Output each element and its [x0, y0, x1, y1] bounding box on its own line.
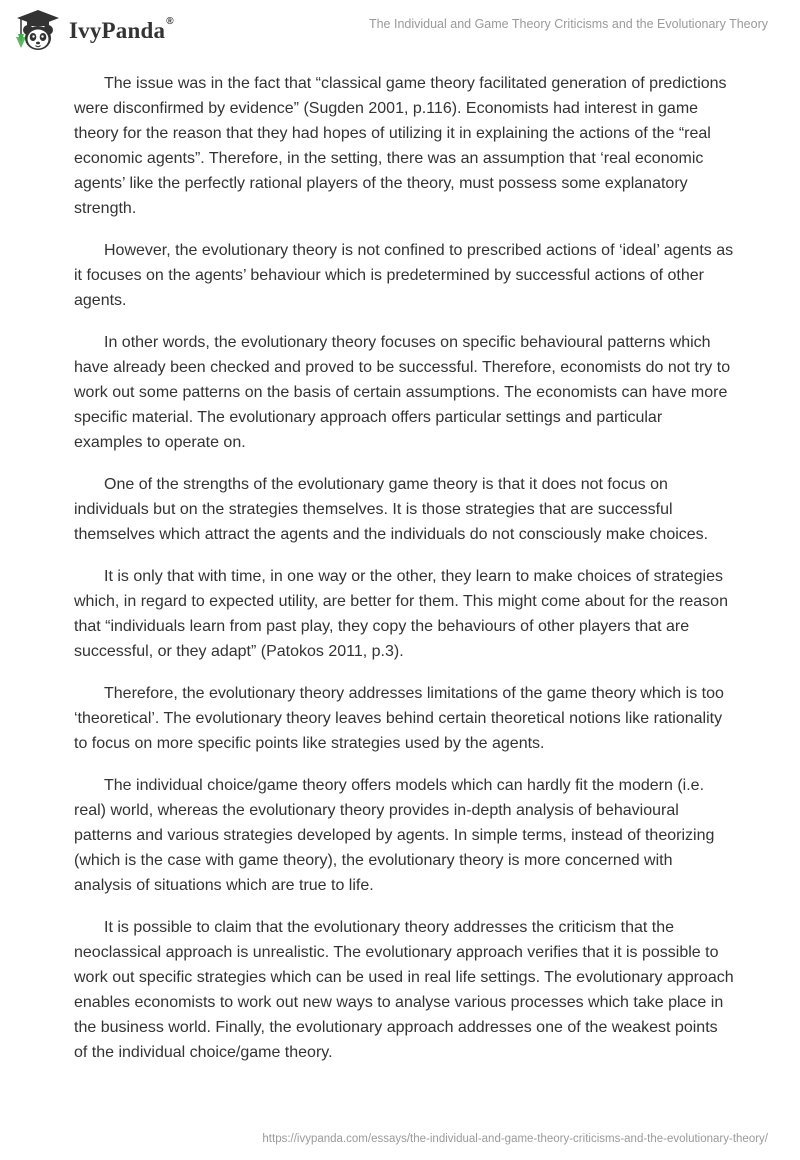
ivypanda-logo[interactable] — [15, 8, 174, 54]
paragraph: The individual choice/game theory offers models which can hardly fit the modern (i.e. real) world, whereas the evolutionary theory provides in-depth analysis of behavioural patterns and various strategies developed by agents. In simple terms, instead of theorizing (which is the case with game theory), the evolutionary theory is more concerned with analysis of situations which are true to life. — [74, 777, 715, 894]
paragraph: Therefore, the evolutionary theory addresses limitations of the game theory which is too ‘theoretical’. The evolutionary theory leaves behind certain theoretical notions like rationality to focus on more specific points like strategies used by the agents. — [74, 685, 724, 752]
paragraph: It is only that with time, in one way or the other, they learn to make choices of strategies which, in regard to expected utility, are better for them. This might come about for the reason that “individuals learn from past play, they copy the behaviours of other players that are successful, or they adapt” (Patokos 2011, p.3). — [74, 568, 728, 660]
paragraph: It is possible to claim that the evolutionary theory addresses the criticism that the neoclassical approach is unrealistic. The evolutionary approach verifies that it is possible to work out specific strategies which can be used in real life settings. The evolutionary approach enables economists to work out new ways to analyse various processes which take place in the business world. Finally, the evolutionary approach addresses one of the weakest points of the individual choice/game theory. — [74, 919, 734, 1061]
document-title: The Individual and Game Theory Criticisms and the Evolutionary Theory — [368, 17, 768, 31]
essay-body — [74, 71, 734, 1082]
paragraph: In other words, the evolutionary theory focuses on specific behavioural patterns which have already been checked and proved to be successful. Therefore, economists do not try to work out some patterns on the basis of certain assumptions. The economists can have more specific material. The evolutionary approach offers particular settings and particular examples to operate on. — [74, 334, 731, 451]
paragraph: One of the strengths of the evolutionary game theory is that it does not focus on individuals but on the strategies themselves. It is those strategies that are successful themselves which attract the agents and the individuals do not consciously make choices. — [74, 476, 709, 543]
source-url[interactable]: https://ivypanda.com/essays/the-individual-and-game-theory-criticisms-and-the-evolutionary-theory/ — [262, 1133, 768, 1145]
paragraph: The issue was in the fact that “classical game theory facilitated generation of predictions were disconfirmed by evidence” (Sugden 2001, p.116). Economists had interest in game theory for the reason that they had hopes of utilizing it in explaining the actions of the “real economic agents”. Therefore, in the setting, there was an assumption that ‘real economic agents’ like the perfectly rational players of the theory, must possess some explanatory strength. — [74, 75, 727, 217]
registered-mark: ® — [166, 16, 174, 27]
panda-graduate-icon — [15, 8, 61, 54]
logo-text: IvyPanda® — [69, 16, 174, 43]
paragraph: However, the evolutionary theory is not confined to prescribed actions of ‘ideal’ agents as it focuses on the agents’ behaviour which is predetermined by successful actions of other agents. — [74, 242, 734, 309]
page-header — [0, 0, 800, 64]
